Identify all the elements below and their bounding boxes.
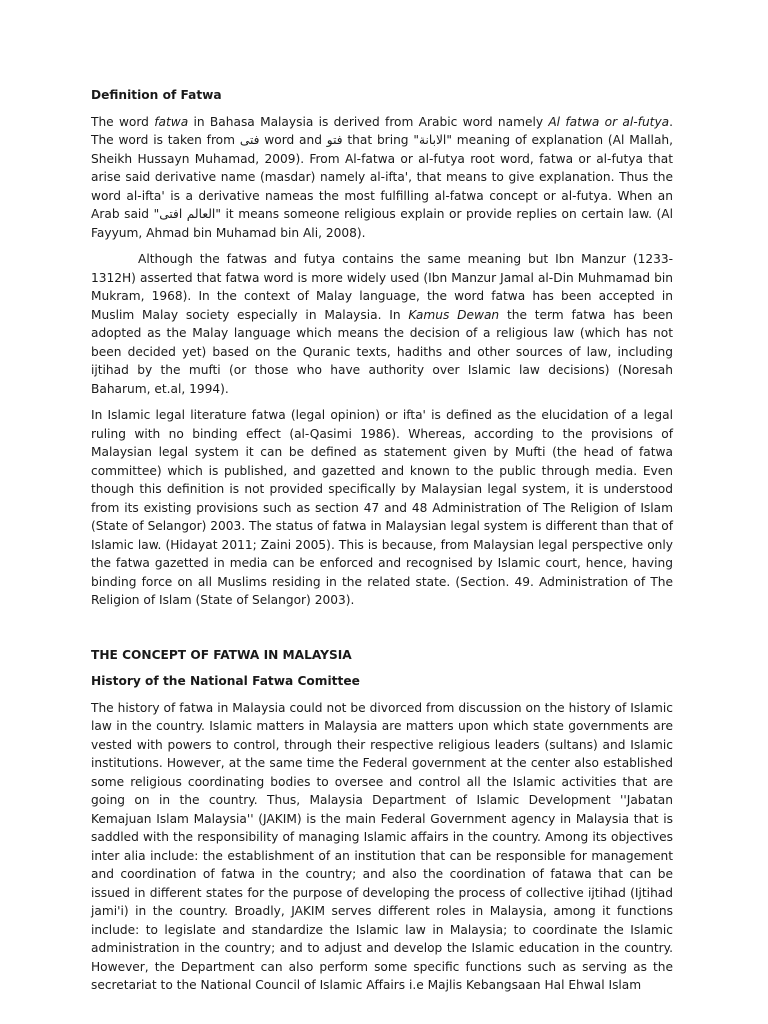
italic-term-al-fatwa: Al fatwa or al-futya: [548, 114, 670, 129]
text-run: Although the fatwas and futya contains the same meaning but Ibn Manzur (1233-1312H) asserted that fatwa word is more widely used (Ibn Manzur Jamal al-Din Muhmamad bin Mukram, 1968). In the context of Malay language, the word fatwa has been accepted in Muslim Malay society especially in Malaysia. In: [91, 252, 673, 322]
paragraph-history-of-fatwa: The history of fatwa in Malaysia could not be divorced from discussion on the history of Islamic law in the country. Islamic matters in Malaysia are matters upon which state governments are vested with powers to control, through their respective religious leaders (sultans) and Islamic institutions. However, at the same time the Federal government at the center also established some religious coordinating bodies to oversee and control all the Islamic activities that are going on in the country. Thus, Malaysia Department of Islamic Development ''Jabatan Kemajuan Islam Malaysia'' (JAKIM) is the main Federal Government agency in Malaysia that is saddled with the responsibility of managing Islamic affairs in the country. Among its objectives inter alia include: the establishment of an institution that can be responsible for management and coordination of fatwa in the country; and also the coordination of fatawa that can be issued in different states for the purpose of developing the process of collective ijtihad (Ijtihad jami'i) in the country. Broadly, JAKIM serves different roles in Malaysia, among it functions include: to legislate and standardize the Islamic law in Malaysia; to coordinate the Islamic administration in the country; and to adjust and develop the Islamic education in the country. However, the Department can also perform some specific functions such as serving as the secretariat to the National Council of Islamic Affairs i.e Majlis Kebangsaan Hal Ehwal Islam: [91, 700, 673, 992]
italic-term-fatwa: fatwa: [154, 114, 189, 129]
text-run: in Bahasa Malaysia is derived from Arabic word namely: [188, 114, 549, 129]
text-run: The word: [91, 114, 155, 129]
paragraph-ibn-manzur: [91, 250, 673, 398]
document-page: [91, 86, 673, 995]
italic-term-kamus-dewan: Kamus Dewan: [408, 307, 500, 322]
heading-concept-of-fatwa-in-malaysia: THE CONCEPT OF FATWA IN MALAYSIA: [91, 647, 352, 662]
text-run: . The word is taken from فتى word and فتو that bring "الابانة" meaning of explanation (Al Mallah, Sheikh Hussayn Muhamad, 2009). From Al-fatwa or al-futya root word, fatwa or al-futya that arise said derivative name (masdar) namely al-ifta', that means to give explanation. Thus the word al-ifta' is a derivative nameas the most fulfilling al-fatwa concept or al-futya. When an Arab said "العالم افتى" it means someone religious explain or provide replies on certain law. (Al Fayyum, Ahmad bin Muhamad bin Ali, 2008).: [91, 114, 674, 240]
text-run: the term fatwa has been adopted as the Malay language which means the decision of a religious law (which has not been decided yet) based on the Quranic texts, hadiths and other sources of law, including ijtihad by the mufti (or those who have authority over Islamic law decisions) (Noresah Baharum, et.al, 1994).: [91, 307, 674, 396]
paragraph-fatwa-etymology: [91, 113, 673, 243]
paragraph-legal-definition: In Islamic legal literature fatwa (legal opinion) or ifta' is defined as the elucidation of a legal ruling with no binding effect (al-Qasimi 1986). Whereas, according to the provisions of Malaysian legal system it can be defined as statement given by Mufti (the head of fatwa committee) which is published, and gazetted and known to the public through media. Even though this definition is not provided specifically by Malaysian legal system, it is understood from its existing provisions such as section 47 and 48 Administration of The Religion of Islam (State of Selangor) 2003. The status of fatwa in Malaysian legal system is different than that of Islamic law. (Hidayat 2011; Zaini 2005). This is because, from Malaysian legal perspective only the fatwa gazetted in media can be enforced and recognised by Islamic court, hence, having binding force on all Muslims residing in the related state. (Section. 49. Administration of The Religion of Islam (State of Selangor) 2003).: [91, 408, 673, 607]
heading-history-national-fatwa-committee: History of the National Fatwa Comittee: [91, 674, 360, 688]
heading-definition-of-fatwa: Definition of Fatwa: [91, 88, 222, 102]
